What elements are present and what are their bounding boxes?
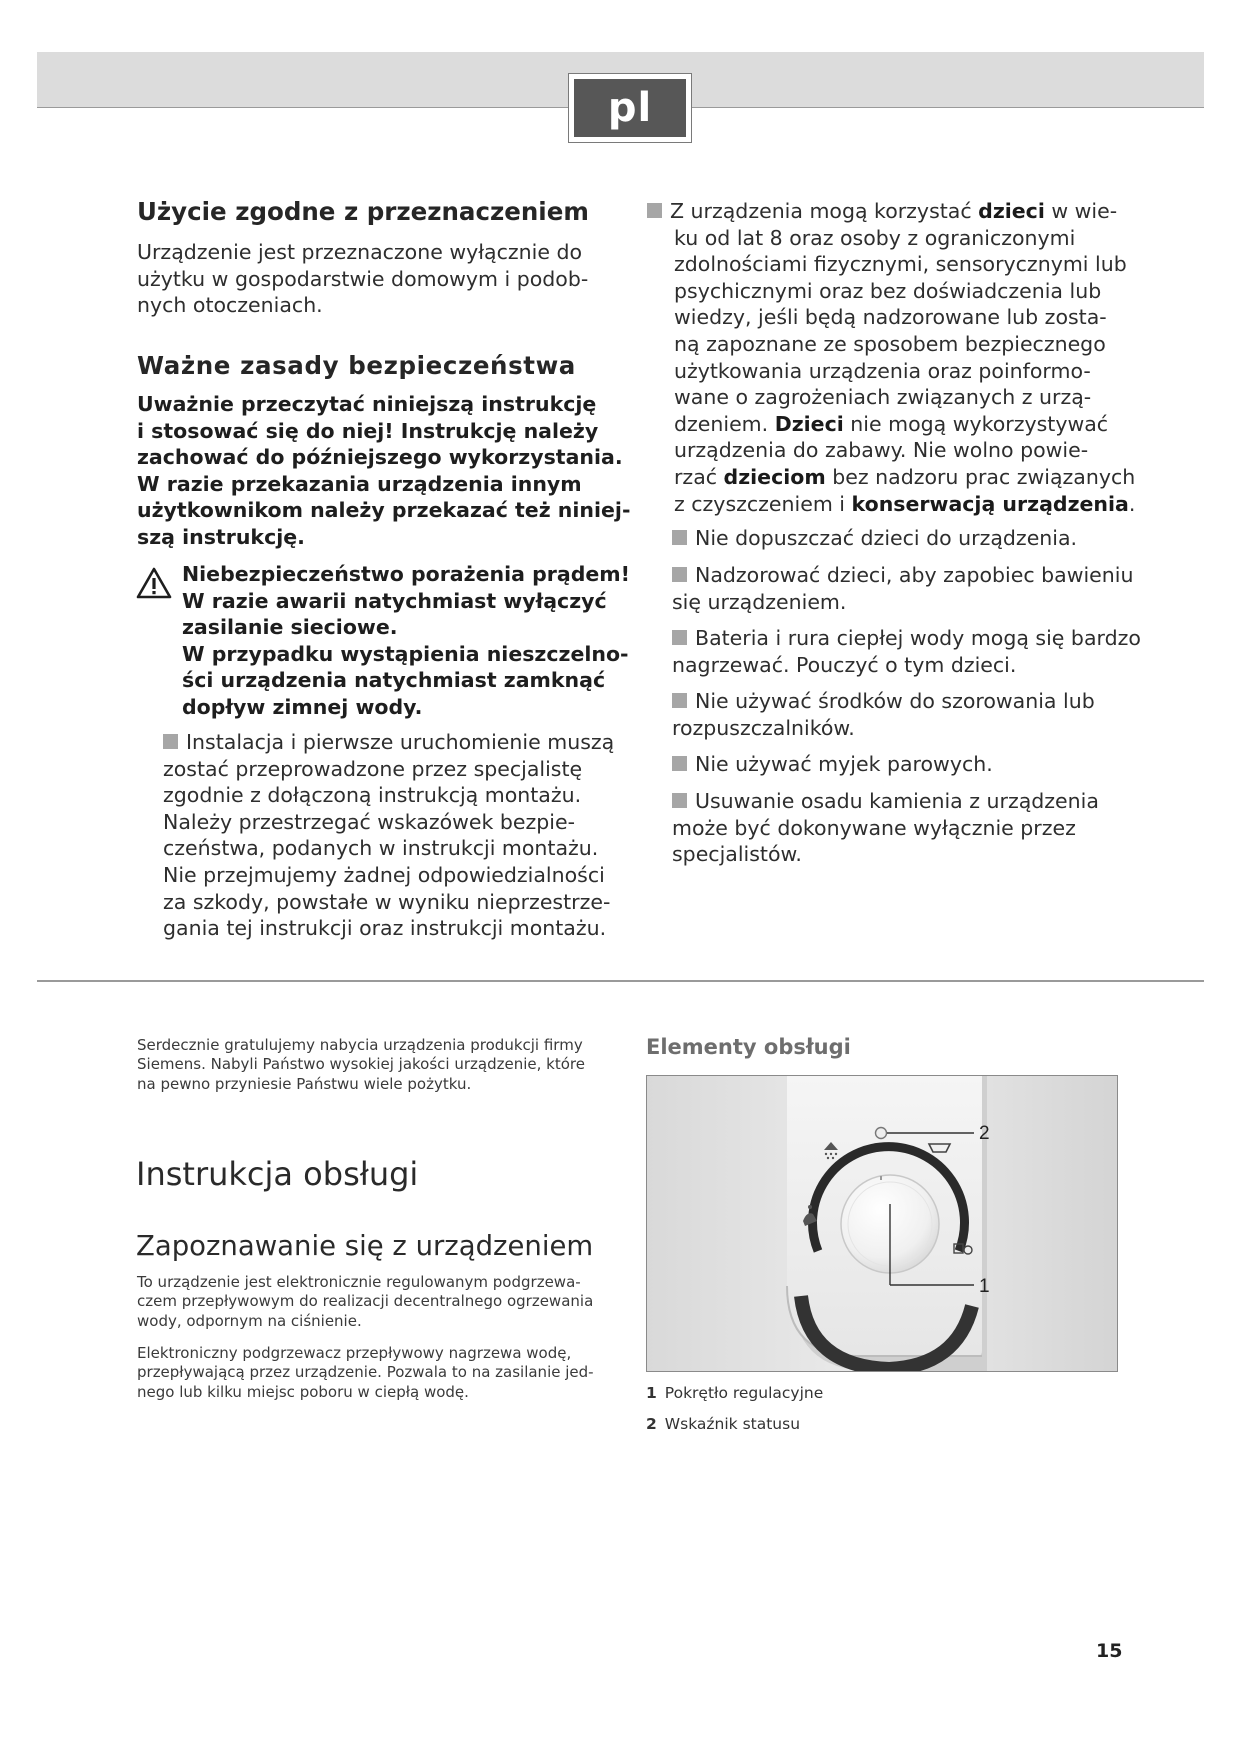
electric-shock-warning: Niebezpieczeństwo porażenia prądem! W razie awarii natychmiast wyłączyć zasilanie sieciowe. W przypadku wystąpienia nieszczelno- ści urządzenia natychmiast zamknąć dopływ zimnej wody. (182, 562, 630, 719)
status-indicator (876, 1128, 887, 1139)
safety-title: Ważne zasady bezpieczeństwa (137, 351, 576, 380)
device-description-1: To urządzenie jest elektronicznie regulowanym podgrzewa- czem przepływowym do realizacji decentralnego ogrzewania wody, odpornym na ciśnienie. (137, 1273, 594, 1330)
list-item: Nie używać środków do szorowania lub rozpuszczalników. (672, 689, 1095, 740)
bullet-square (672, 530, 687, 545)
manual-title: Instrukcja obsługi (136, 1155, 419, 1193)
manual-subtitle: Zapoznawanie się z urządzeniem (136, 1230, 594, 1262)
section-divider (37, 980, 1204, 982)
callout-number-2: 2 (979, 1123, 990, 1144)
bullet-square (647, 203, 662, 218)
controls-title: Elementy obsługi (646, 1035, 851, 1059)
children-usage-item: Z urządzenia mogą korzystać dzieci w wie- ku od lat 8 oraz osoby z ograniczonymi zdolnościami fizycznymi, sensorycznymi lub psychicznymi oraz bez doświadczenia lub wiedzy, jeśli będą nadzorowane lub zosta- ną zapoznane ze sposobem bezpiecznego użytkowania urządzenia oraz poinformo- wane o zagrożeniach związanych z urzą- dzeniem. Dzieci nie mogą wykorzystywać urządzenia do zabawy. Nie wolno powie- rzać dzieciom bez nadzoru prac związanych z czyszczeniem i konserwacją urządzenia. (647, 198, 1135, 517)
bullet-square (672, 693, 687, 708)
page-number: 15 (1096, 1640, 1123, 1662)
legend-item-2: 2 Wskaźnik statusu (646, 1415, 801, 1433)
bullet-square (672, 756, 687, 771)
bullet-square (672, 630, 687, 645)
callout-number-1: 1 (979, 1276, 990, 1297)
knob-mark (880, 1176, 882, 1180)
intended-use-text: Urządzenie jest przeznaczone wyłącznie do użytku w gospodarstwie domowym i podob- nych otoczeniach. (137, 240, 589, 318)
intended-use-title: Użycie zgodne z przeznaczeniem (137, 197, 589, 226)
list-item: Nie dopuszczać dzieci do urządzenia. (672, 525, 1077, 552)
list-item: Nadzorować dzieci, aby zapobiec bawieniu się urządzeniem. (672, 563, 1134, 614)
device-description-2: Elektroniczny podgrzewacz przepływowy nagrzewa wodę, przepływającą przez urządzenie. Pozwala to na zasilanie jed- nego lub kilku miejsc poboru w ciepłą wodę. (137, 1344, 594, 1401)
control-panel-figure (646, 1075, 1118, 1372)
congratulations-text: Serdecznie gratulujemy nabycia urządzenia produkcji firmy Siemens. Nabyli Państwo wysokiej jakości urządzenie, które na pewno przyniesie Państwu wiele pożytku. (137, 1036, 585, 1093)
warning-triangle-icon (136, 567, 172, 599)
bullet-square (672, 567, 687, 582)
bullet-square (672, 793, 687, 808)
list-item: Usuwanie osadu kamienia z urządzenia może być dokonywane wyłącznie przez specjalistów. (672, 789, 1099, 867)
control-panel-illustration (647, 1076, 1117, 1371)
bullet-square (163, 734, 178, 749)
installation-note: Instalacja i pierwsze uruchomienie muszą zostać przeprowadzone przez specjalistę zgodnie z dołączoną instrukcją montażu. Należy przestrzegać wskazówek bezpie- czeństwa, podanych w instrukcji montażu. Nie przejmujemy żadnej odpowiedzialności za szkody, powstałe w wyniku nieprzestrze- gania tej instrukcji oraz instrukcji montażu. (163, 730, 615, 941)
legend-item-1: 1 Pokrętło regulacyjne (646, 1384, 824, 1402)
list-item: Bateria i rura ciepłej wody mogą się bardzo nagrzewać. Pouczyć o tym dzieci. (672, 626, 1141, 677)
language-code: pl (574, 79, 686, 137)
safety-intro: Uważnie przeczytać niniejszą instrukcję i stosować się do niej! Instrukcję należy zachować do późniejszego wykorzystania. W razie przekazania urządzenia innym użytkownikom należy przekazać też niniej- szą instrukcję. (137, 392, 631, 549)
list-item: Nie używać myjek parowych. (672, 751, 993, 778)
language-tab (568, 73, 692, 143)
